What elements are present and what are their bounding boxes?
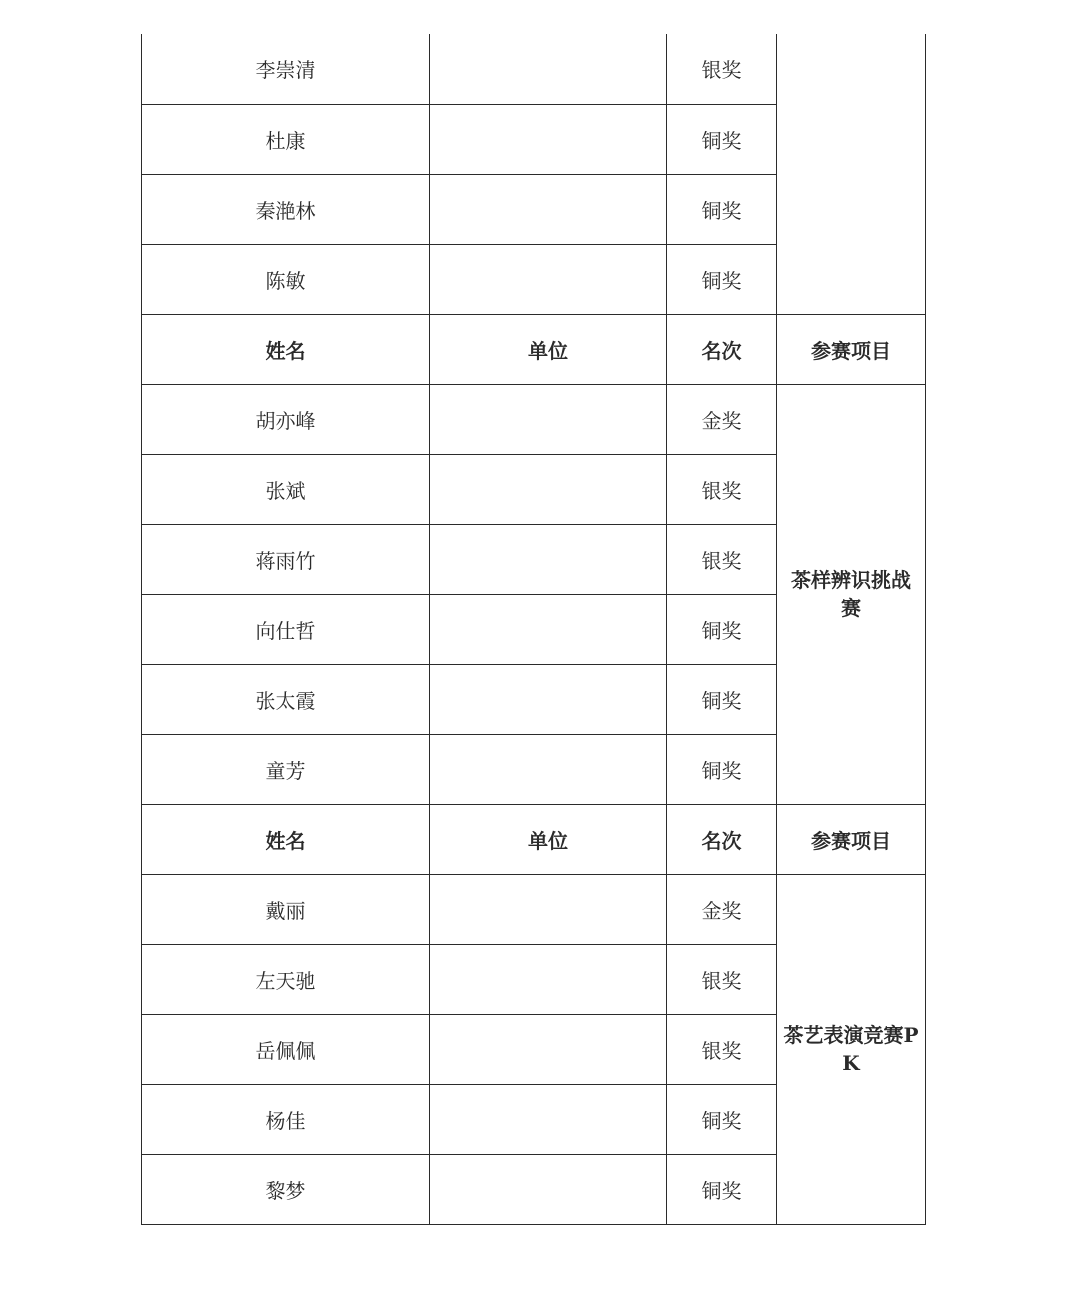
header-unit: 单位 — [430, 314, 667, 384]
award-results-table — [141, 34, 926, 1225]
rank-cell: 铜奖 — [667, 1084, 777, 1154]
rank-cell: 银奖 — [667, 34, 777, 104]
name-cell: 张太霞 — [142, 664, 430, 734]
name-cell: 李崇清 — [142, 34, 430, 104]
name-cell: 杜康 — [142, 104, 430, 174]
name-cell: 向仕哲 — [142, 594, 430, 664]
rank-cell: 银奖 — [667, 524, 777, 594]
name-cell: 蒋雨竹 — [142, 524, 430, 594]
unit-cell — [430, 524, 667, 594]
table-row — [142, 874, 926, 944]
rank-cell: 银奖 — [667, 944, 777, 1014]
rank-cell: 铜奖 — [667, 1154, 777, 1224]
unit-cell — [430, 384, 667, 454]
unit-cell — [430, 594, 667, 664]
rank-cell: 铜奖 — [667, 734, 777, 804]
event-cell: 茶样辨识挑战赛 — [777, 384, 926, 804]
header-row — [142, 314, 926, 384]
unit-cell — [430, 174, 667, 244]
header-event: 参赛项目 — [777, 804, 926, 874]
rank-cell: 铜奖 — [667, 664, 777, 734]
header-unit: 单位 — [430, 804, 667, 874]
rank-cell: 银奖 — [667, 1014, 777, 1084]
unit-cell — [430, 104, 667, 174]
results-table-container — [141, 34, 925, 1225]
rank-cell: 铜奖 — [667, 244, 777, 314]
table-row — [142, 384, 926, 454]
event-cell — [777, 34, 926, 314]
header-event: 参赛项目 — [777, 314, 926, 384]
table-row — [142, 34, 926, 104]
name-cell: 秦滟林 — [142, 174, 430, 244]
unit-cell — [430, 874, 667, 944]
name-cell: 胡亦峰 — [142, 384, 430, 454]
unit-cell — [430, 1014, 667, 1084]
unit-cell — [430, 734, 667, 804]
name-cell: 童芳 — [142, 734, 430, 804]
rank-cell: 金奖 — [667, 874, 777, 944]
event-cell: 茶艺表演竞赛PK — [777, 874, 926, 1224]
rank-cell: 金奖 — [667, 384, 777, 454]
header-rank: 名次 — [667, 804, 777, 874]
rank-cell: 银奖 — [667, 454, 777, 524]
unit-cell — [430, 1084, 667, 1154]
name-cell: 黎梦 — [142, 1154, 430, 1224]
header-row — [142, 804, 926, 874]
rank-cell: 铜奖 — [667, 104, 777, 174]
name-cell: 张斌 — [142, 454, 430, 524]
name-cell: 左天驰 — [142, 944, 430, 1014]
name-cell: 戴丽 — [142, 874, 430, 944]
unit-cell — [430, 1154, 667, 1224]
unit-cell — [430, 944, 667, 1014]
unit-cell — [430, 454, 667, 524]
rank-cell: 铜奖 — [667, 594, 777, 664]
header-rank: 名次 — [667, 314, 777, 384]
name-cell: 岳佩佩 — [142, 1014, 430, 1084]
name-cell: 陈敏 — [142, 244, 430, 314]
unit-cell — [430, 244, 667, 314]
header-name: 姓名 — [142, 314, 430, 384]
unit-cell — [430, 34, 667, 104]
header-name: 姓名 — [142, 804, 430, 874]
rank-cell: 铜奖 — [667, 174, 777, 244]
unit-cell — [430, 664, 667, 734]
name-cell: 杨佳 — [142, 1084, 430, 1154]
